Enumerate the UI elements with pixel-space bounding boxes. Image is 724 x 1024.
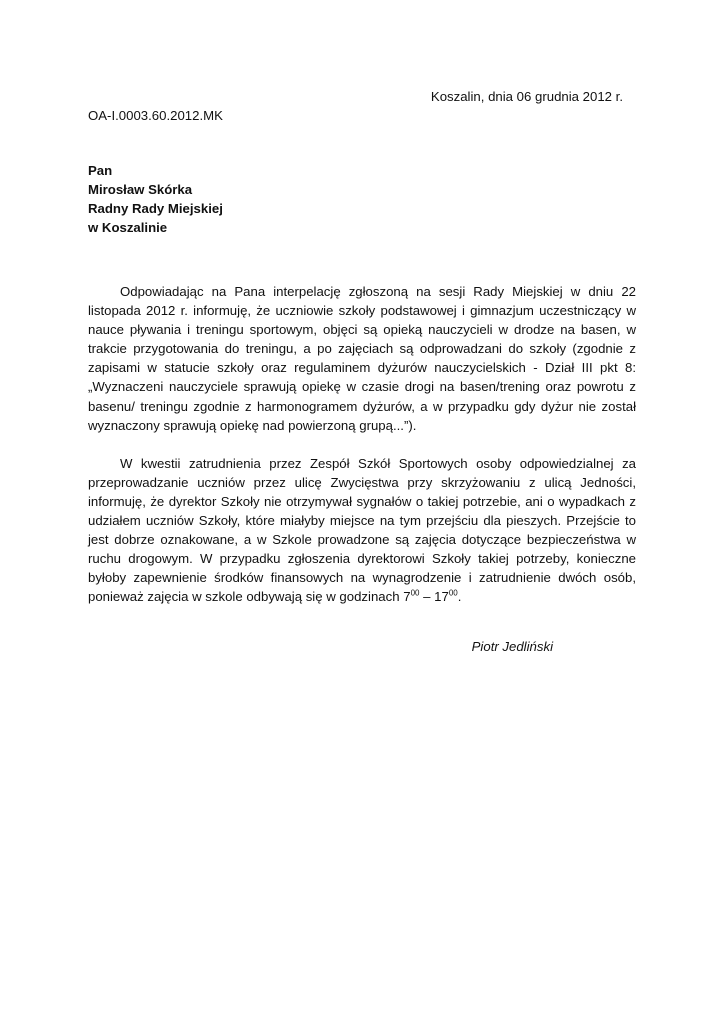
addressee-location: w Koszalinie	[88, 220, 168, 235]
addressee-title: Radny Rady Miejskiej	[88, 201, 223, 216]
addressee-name: Mirosław Skórka	[88, 182, 193, 197]
addressee-block	[88, 161, 223, 237]
paragraph-2-end: .	[457, 589, 462, 605]
hour-end: 17	[434, 589, 449, 605]
addressee-salutation: Pan	[88, 163, 113, 178]
letter-body	[88, 282, 636, 607]
hour-start: 7	[403, 589, 411, 605]
hour-end-minutes: 00	[448, 589, 458, 599]
hour-separator: –	[419, 589, 435, 605]
body-paragraph-2	[88, 454, 636, 607]
signature: Piotr Jedliński	[471, 639, 553, 654]
body-paragraph-2-text: W kwestii zatrudnienia przez Zespół Szkół Sportowych osoby odpowiedzialnej za przeprowadzanie uczniów przez ulicę Zwycięstwa przy skrzyżowaniu z ulicą Jedności, informuję, że dyrektor Szkoły nie otrzymywał sygnałów o takiej potrzebie, ani o wypadkach z udziałem uczniów Szkoły, które miałyby miejsce na tym przejściu dla pieszych. Przejście to jest dobrze oznakowane, a w Szkole prowadzone są zajęcia dotyczące bezpieczeństwa w ruchu drogowym. W przypadku zgłoszenia dyrektorowi Szkoły takiej potrzeby, konieczne byłoby zapewnienie środków finansowych na wynagrodzenie i zatrudnienie dwóch osób, ponieważ zajęcia w szkole odbywają się w godzinach	[88, 455, 636, 605]
body-paragraph-1: Odpowiadając na Pana interpelację zgłoszoną na sesji Rady Miejskiej w dniu 22 listopada 2012 r. informuję, że uczniowie szkoły podstawowej i gimnazjum uczestniczący w nauce pływania i treningu sportowym, objęci są opieką nauczycieli w drodze na basen, w trakcie przygotowania do treningu, a po zajęciach są odprowadzani do szkoły (zgodnie z zapisami w statucie szkoły oraz regulaminem dyżurów nauczycielskich - Dział III pkt 8: „Wyznaczeni nauczyciele sprawują opiekę w czasie drogi na basen/trening oraz powrotu z basenu/ treningu zgodnie z harmonogramem dyżurów, a w przypadku gdy dyżur nie został wyznaczony sprawują opiekę nad powierzoną grupą...”).	[88, 284, 636, 433]
hour-start-minutes: 00	[410, 589, 420, 599]
place-and-date: Koszalin, dnia 06 grudnia 2012 r.	[430, 89, 623, 104]
reference-number: OA-I.0003.60.2012.MK	[88, 108, 223, 123]
